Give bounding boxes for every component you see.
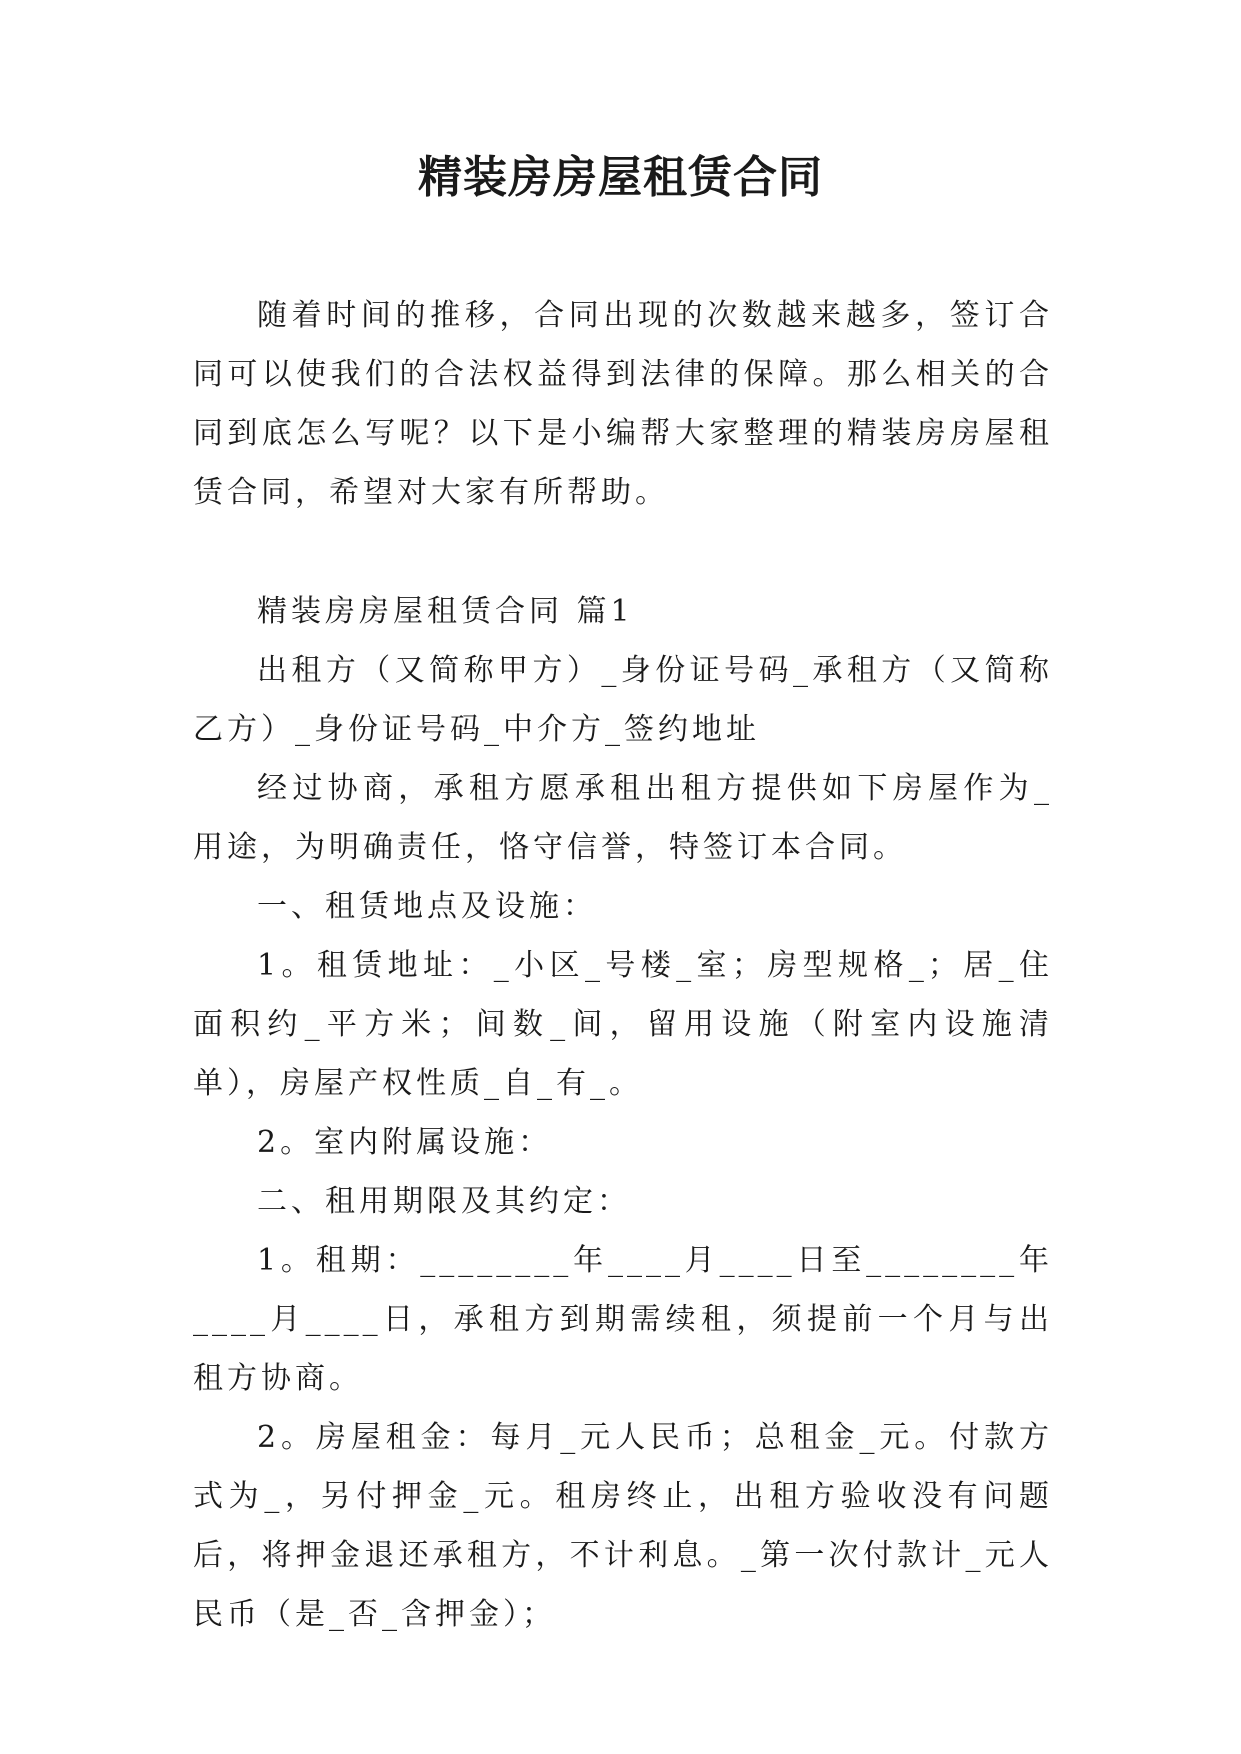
- clause-term: 1。租期：________年____月____日至________年____月____日，承租方到期需续租，须提前一个月与出租方协商。: [193, 1243, 1053, 1396]
- parties-paragraph: 出租方（又简称甲方）_身份证号码_承租方（又简称乙方）_身份证号码_中介方_签约地址: [193, 653, 1053, 747]
- clause-heading-term: 二、租用期限及其约定：: [257, 1184, 631, 1219]
- clause-rent: 2。房屋租金：每月_元人民币；总租金_元。付款方式为_，另付押金_元。租房终止，出租方验收没有问题后，将押金退还承租方，不计利息。_第一次付款计_元人民币（是_否_含押金）；: [193, 1420, 1053, 1632]
- document-body: [193, 286, 1053, 1644]
- clause-address: 1。租赁地址：_小区_号楼_室；房型规格_；居_住面积约_平方米；间数_间，留用设施（附室内设施清单），房屋产权性质_自_有_。: [193, 948, 1053, 1101]
- intro-paragraph: 随着时间的推移，合同出现的次数越来越多，签订合同可以使我们的合法权益得到法律的保障。那么相关的合同到底怎么写呢？以下是小编帮大家整理的精装房房屋租赁合同，希望对大家有所帮助。: [193, 298, 1053, 510]
- clause-heading-location: 一、租赁地点及设施：: [257, 889, 597, 924]
- document-title: 精装房房屋租赁合同: [418, 152, 823, 203]
- section-heading: 精装房房屋租赁合同 篇1: [257, 594, 634, 629]
- purpose-paragraph: 经过协商，承租方愿承租出租方提供如下房屋作为_用途，为明确责任，恪守信誉，特签订本合同。: [193, 771, 1053, 865]
- clause-facilities: 2。室内附属设施：: [257, 1125, 553, 1160]
